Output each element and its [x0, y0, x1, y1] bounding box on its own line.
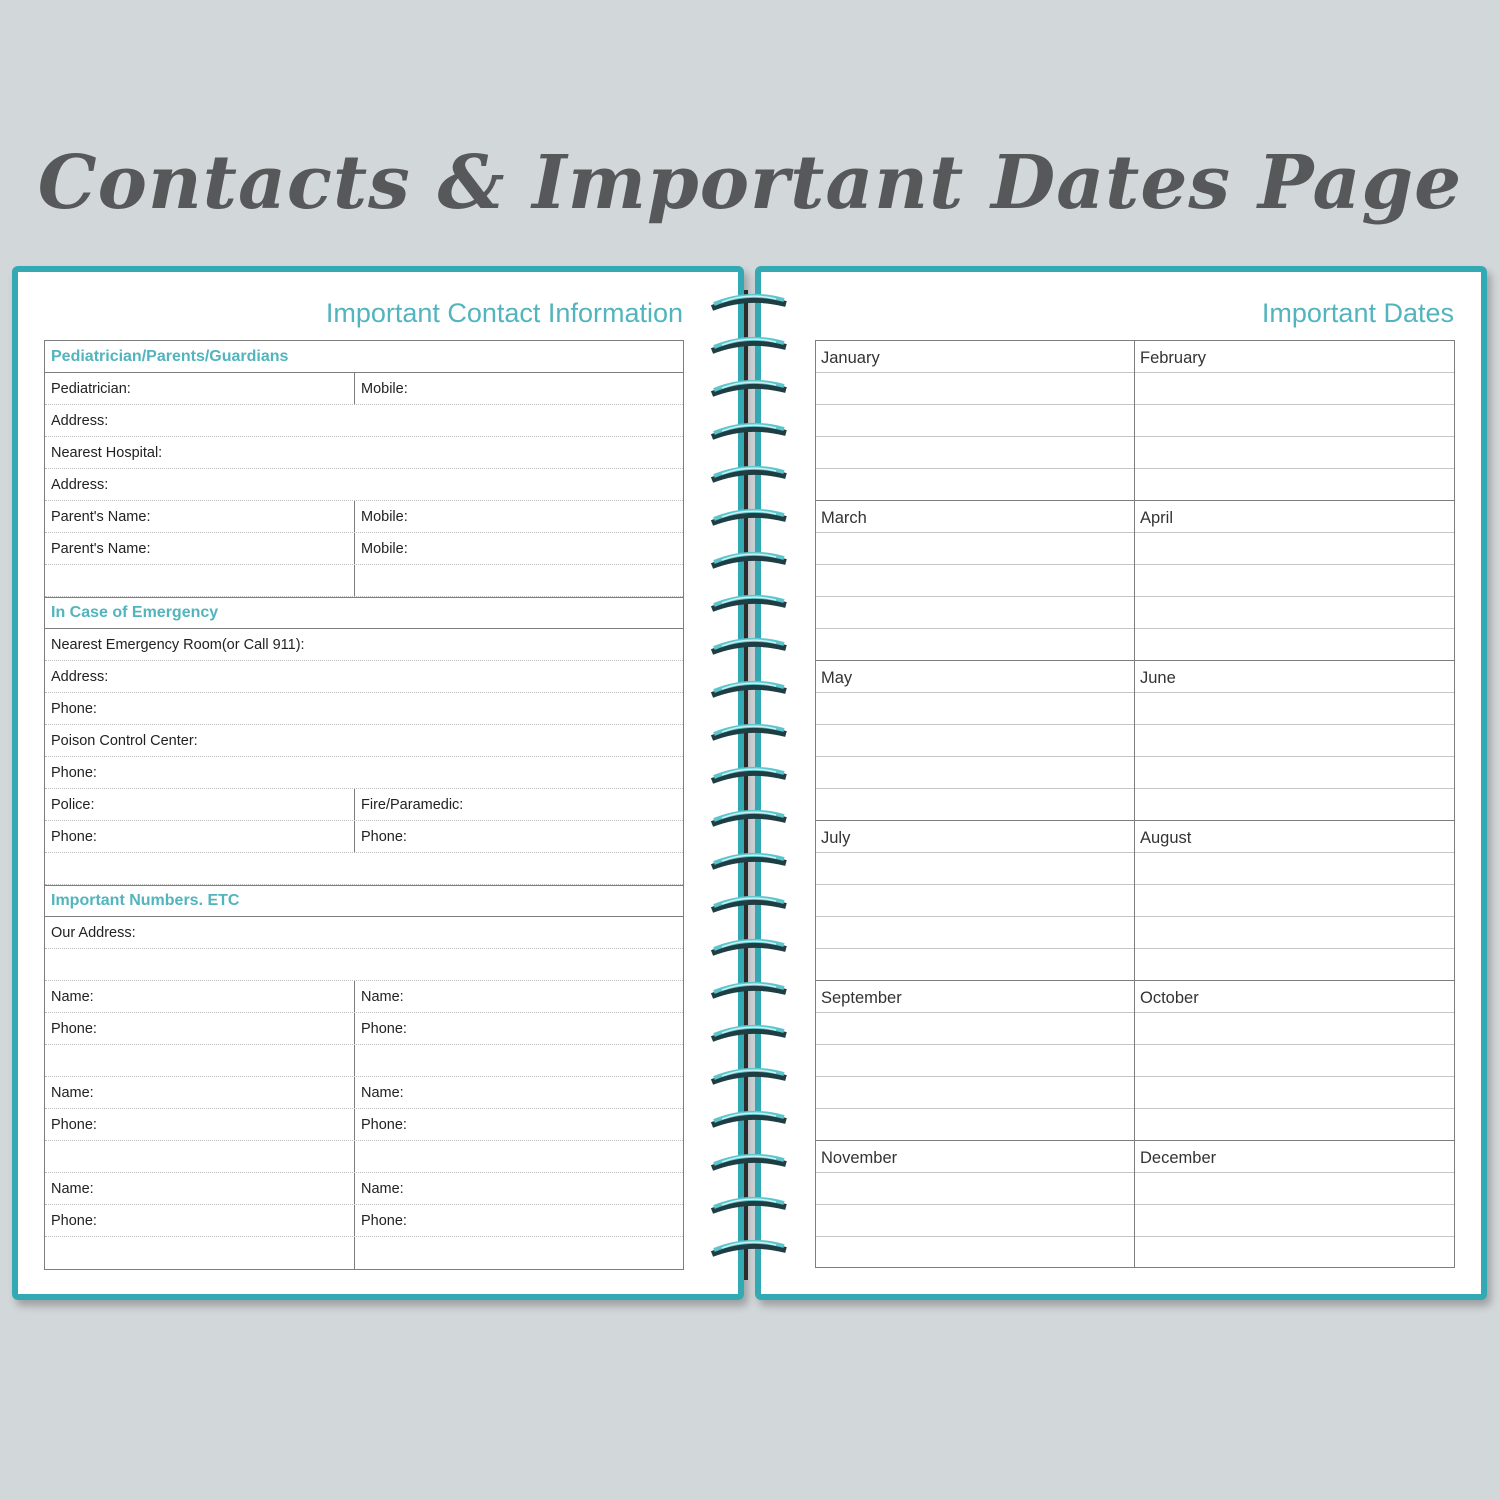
month-box[interactable]: [816, 1141, 1135, 1267]
form-field[interactable]: Phone:: [361, 828, 407, 845]
month-box[interactable]: [816, 821, 1135, 981]
month-box[interactable]: [816, 661, 1135, 821]
section-heading-row: [45, 597, 683, 629]
spiral-ring: [708, 1109, 790, 1131]
spiral-ring: [708, 464, 790, 486]
spiral-ring: [708, 851, 790, 873]
spiral-ring: [708, 894, 790, 916]
form-row: [45, 373, 683, 405]
spiral-ring: [708, 1023, 790, 1045]
form-field[interactable]: Phone:: [361, 1020, 407, 1037]
form-field[interactable]: Poison Control Center:: [51, 732, 198, 749]
spiral-ring: [708, 507, 790, 529]
form-row: [45, 405, 683, 437]
month-label: March: [821, 509, 867, 527]
month-label: February: [1140, 349, 1207, 367]
form-field[interactable]: Mobile:: [361, 508, 408, 525]
form-field[interactable]: Address:: [51, 668, 109, 685]
spiral-ring: [708, 378, 790, 400]
banner-title: Contacts & Important Dates Page: [37, 140, 1463, 226]
form-field[interactable]: Parent's Name:: [45, 501, 355, 532]
spiral-ring: [708, 636, 790, 658]
dates-page: [755, 266, 1487, 1300]
spiral-ring: [708, 808, 790, 830]
form-field[interactable]: Name:: [45, 1077, 355, 1108]
form-row: [45, 501, 683, 533]
spiral-ring: [708, 722, 790, 744]
form-field[interactable]: Name:: [361, 988, 404, 1005]
form-field[interactable]: [45, 949, 683, 980]
spiral-ring: [708, 335, 790, 357]
form-field[interactable]: [355, 1237, 683, 1269]
form-field[interactable]: Phone:: [45, 1205, 355, 1236]
contacts-page: [12, 266, 744, 1300]
form-field[interactable]: Parent's Name:: [45, 533, 355, 564]
form-field[interactable]: [355, 1045, 683, 1076]
dates-grid: [815, 340, 1455, 1268]
form-field[interactable]: Phone:: [361, 1116, 407, 1133]
form-row: [45, 725, 683, 757]
month-label: June: [1140, 669, 1176, 687]
form-field[interactable]: Police:: [45, 789, 355, 820]
spiral-ring: [708, 937, 790, 959]
month-box[interactable]: [816, 981, 1135, 1141]
form-field[interactable]: Phone:: [45, 1109, 355, 1140]
form-row: [45, 821, 683, 853]
month-box[interactable]: [816, 501, 1135, 661]
form-row: [45, 1109, 683, 1141]
month-label: November: [821, 1149, 898, 1167]
spiral-ring: [708, 1195, 790, 1217]
form-field[interactable]: Our Address:: [51, 924, 136, 941]
form-field[interactable]: Mobile:: [361, 540, 408, 557]
form-field[interactable]: [45, 565, 355, 596]
month-label: July: [821, 829, 851, 847]
form-row: [45, 1237, 683, 1269]
form-field[interactable]: Name:: [361, 1180, 404, 1197]
form-row: [45, 437, 683, 469]
month-box[interactable]: [1135, 341, 1454, 501]
form-row: [45, 949, 683, 981]
spiral-ring: [708, 421, 790, 443]
form-field[interactable]: Name:: [361, 1084, 404, 1101]
form-field[interactable]: Fire/Paramedic:: [361, 796, 464, 813]
form-row: [45, 1045, 683, 1077]
form-field[interactable]: Pediatrician:: [45, 373, 355, 404]
section-heading: In Case of Emergency: [51, 604, 219, 621]
month-label: September: [821, 989, 902, 1007]
spiral-ring: [708, 550, 790, 572]
form-row: [45, 693, 683, 725]
contacts-page-title: Important Contact Information: [325, 298, 683, 328]
month-label: October: [1140, 989, 1199, 1007]
month-box[interactable]: [816, 341, 1135, 501]
month-box[interactable]: [1135, 501, 1454, 661]
section-heading: Important Numbers. ETC: [51, 892, 240, 909]
month-label: April: [1140, 509, 1174, 527]
form-row: [45, 789, 683, 821]
form-row: [45, 533, 683, 565]
form-field[interactable]: [45, 1045, 355, 1076]
section-heading-row: [45, 341, 683, 373]
month-label: January: [821, 349, 880, 367]
spiral-ring: [708, 765, 790, 787]
spiral-ring: [708, 593, 790, 615]
spiral-ring: [708, 980, 790, 1002]
form-row: [45, 981, 683, 1013]
month-box[interactable]: [1135, 1141, 1454, 1267]
form-field[interactable]: Nearest Emergency Room(or Call 911):: [51, 636, 305, 653]
spiral-ring: [708, 1066, 790, 1088]
spiral-ring: [708, 292, 790, 314]
month-label: December: [1140, 1149, 1217, 1167]
form-row: [45, 1013, 683, 1045]
month-box[interactable]: [1135, 821, 1454, 981]
spiral-ring: [708, 1238, 790, 1260]
form-row: [45, 1077, 683, 1109]
form-field[interactable]: Phone:: [45, 821, 355, 852]
form-field[interactable]: Phone:: [51, 700, 97, 717]
form-field[interactable]: [45, 1237, 355, 1269]
form-field[interactable]: Name:: [45, 1173, 355, 1204]
spiral-ring: [708, 1152, 790, 1174]
form-field[interactable]: Phone:: [361, 1212, 407, 1229]
form-field[interactable]: Phone:: [45, 1013, 355, 1044]
form-field[interactable]: [355, 565, 683, 596]
month-box[interactable]: [1135, 661, 1454, 821]
month-box[interactable]: [1135, 981, 1454, 1141]
form-row: [45, 1173, 683, 1205]
section-heading-row: [45, 885, 683, 917]
form-row: [45, 757, 683, 789]
month-label: May: [821, 669, 853, 687]
dates-page-title: Important Dates: [1261, 298, 1454, 328]
form-field[interactable]: Nearest Hospital:: [51, 444, 163, 461]
form-row: [45, 853, 683, 885]
form-row: [45, 1141, 683, 1173]
form-field[interactable]: [45, 1141, 355, 1172]
spiral-ring: [708, 679, 790, 701]
form-field[interactable]: Name:: [45, 981, 355, 1012]
form-row: [45, 565, 683, 597]
form-row: [45, 469, 683, 501]
spiral-binding-icon: [700, 290, 795, 1280]
form-field[interactable]: Phone:: [51, 764, 97, 781]
month-label: August: [1140, 829, 1192, 847]
contact-form: [44, 340, 684, 1270]
form-field[interactable]: [355, 1141, 683, 1172]
form-field[interactable]: [45, 853, 683, 884]
form-row: [45, 661, 683, 693]
form-field[interactable]: Mobile:: [361, 380, 408, 397]
form-row: [45, 1205, 683, 1237]
form-row: [45, 629, 683, 661]
form-field[interactable]: Address:: [51, 476, 109, 493]
section-heading: Pediatrician/Parents/Guardians: [51, 347, 289, 365]
form-field[interactable]: Address:: [51, 412, 109, 429]
form-row: [45, 917, 683, 949]
